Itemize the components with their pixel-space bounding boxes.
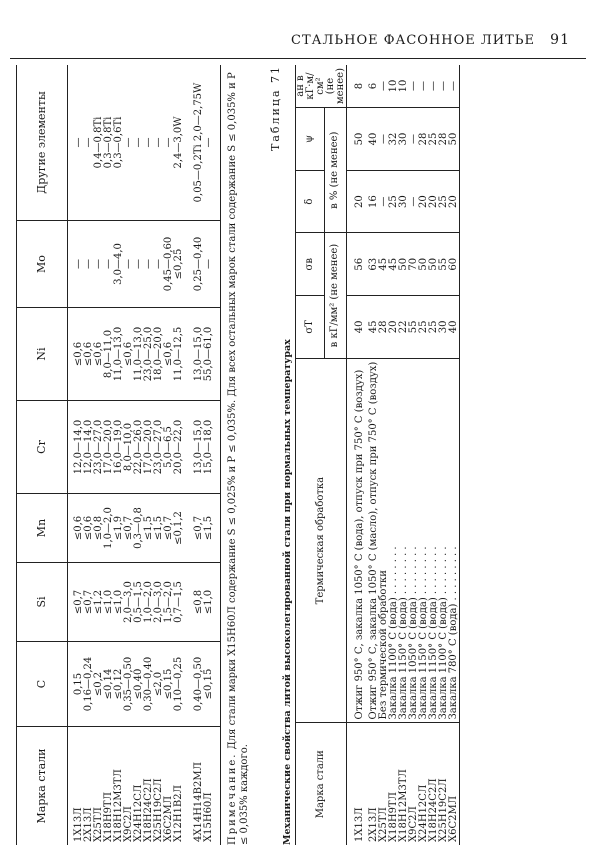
cell-value: 23,0—27,0 bbox=[153, 419, 164, 475]
cell-value: ≤0,6 bbox=[73, 341, 84, 367]
treatment-cell: Закалка 1150° С (вода) . . . . . . . . bbox=[429, 358, 439, 723]
impact-cell: — bbox=[379, 65, 389, 108]
cell-value: 0,10—0,25 bbox=[173, 656, 184, 712]
cell-value: 5,0—6,5 bbox=[163, 426, 174, 468]
table-note bbox=[227, 65, 251, 845]
ni-values-2 bbox=[190, 308, 221, 401]
delta-cell: 20 bbox=[347, 170, 366, 233]
table2-body bbox=[347, 65, 460, 845]
cell-value: 1,0—2,0 bbox=[103, 507, 114, 549]
other-values-2 bbox=[190, 65, 221, 221]
cell-value: ≤0,7 bbox=[73, 589, 84, 615]
note-text: Для стали марки Х15Н60Л содержание S ≤ 0,025% и P ≤ 0,035%. Для всех остальных марок стали содержание S ≤ 0,035% и P ≤ 0,035% каждого. bbox=[227, 72, 250, 845]
header-rule bbox=[10, 58, 586, 59]
cell-value: Х25ТЛ bbox=[93, 807, 104, 842]
grades-list-1 bbox=[68, 727, 191, 846]
cell-value: — bbox=[133, 137, 144, 148]
treatment-cell: Без термической обработки bbox=[379, 358, 389, 723]
cell-value: ≤0,1,2 bbox=[173, 511, 184, 545]
grades-list-2 bbox=[190, 727, 221, 846]
treatment-cell: Отжиг 950° С, закалка 1050° С (масло), отпуск при 750° С (воздух) bbox=[365, 358, 379, 723]
cell-value: ≤0,6 bbox=[163, 341, 174, 367]
cell-value: Х15Н60Л bbox=[203, 792, 214, 842]
col-cr: Cr bbox=[17, 401, 68, 494]
c-values-2 bbox=[190, 642, 221, 727]
cell-value: 1,5—2,0 bbox=[163, 581, 174, 623]
cell-value: — bbox=[143, 259, 154, 269]
table-row bbox=[347, 65, 366, 845]
cr-values-2 bbox=[190, 401, 221, 494]
cell-value: 0,05—0,2Ti 2,0—2,75W bbox=[193, 82, 204, 203]
mechanical-properties-table bbox=[295, 65, 460, 845]
cell-value: ≤0,7 bbox=[163, 515, 174, 541]
cr-values-1 bbox=[68, 401, 191, 494]
sigma-t-cell: 40 bbox=[449, 296, 460, 359]
mn-values-1 bbox=[68, 494, 191, 563]
cell-value: 0,45—0,60 bbox=[163, 236, 174, 292]
cell-value: 0,40—0,50 bbox=[193, 656, 204, 712]
rotated-content-frame bbox=[16, 65, 576, 845]
mn-values-2 bbox=[190, 494, 221, 563]
steel-grade-cell: Х25Н19С2Л bbox=[438, 778, 449, 842]
steel-composition-table bbox=[16, 65, 221, 845]
cell-value: 0,3—0,8 bbox=[133, 507, 144, 549]
cell-value: ≤0,6 bbox=[93, 341, 104, 367]
treatment-cell: Закалка 780° С (вода) . . . . . . . . . bbox=[449, 358, 460, 723]
cell-value: ≤0,7 bbox=[83, 589, 94, 615]
cell-value: — bbox=[203, 137, 214, 148]
steel-grade-cell: Х6С2МЛ bbox=[448, 795, 459, 842]
treatment-cell: Отжиг 950° С, закалка 1050° С (вода), отпуск при 750° С (воздух) bbox=[347, 358, 366, 723]
cell-value: 12,0—14,0 bbox=[83, 419, 94, 475]
sigma-v-cell: 70 bbox=[409, 233, 419, 296]
cell-value: ≤0,15 bbox=[203, 668, 214, 700]
cell-value: 22,0—26,0 bbox=[133, 419, 144, 475]
table-row bbox=[399, 65, 409, 845]
table-row bbox=[365, 65, 379, 845]
cell-value: 17,0—20,0 bbox=[103, 419, 114, 475]
cell-value: ≤0,25 bbox=[173, 248, 184, 280]
cell-value: 23,0—25,0 bbox=[143, 326, 154, 382]
cell-value: 55,0—61,0 bbox=[203, 326, 214, 382]
cell-value: — bbox=[133, 259, 144, 269]
delta-cell: — bbox=[379, 170, 389, 233]
sigma-t-cell: 28 bbox=[379, 296, 389, 359]
steel-grade-cell: Х18Н12М3ТЛ bbox=[398, 769, 409, 842]
cell-value: ≤0,6 bbox=[73, 515, 84, 541]
cell-value: 13,0—15,0 bbox=[193, 419, 204, 475]
delta-cell: 25 bbox=[439, 170, 449, 233]
sigma-v-cell: 63 bbox=[365, 233, 379, 296]
cell-value: 4Х14Н14В2МЛ bbox=[193, 762, 204, 842]
cell-value: ≤1,0 bbox=[103, 589, 114, 615]
cell-value: ≤0,6 bbox=[83, 341, 94, 367]
si-values-1 bbox=[68, 563, 191, 642]
cell-value: ≤2,0 bbox=[153, 671, 164, 697]
col-steel-grade: Марка стали bbox=[17, 727, 68, 846]
sigma-t-cell: 45 bbox=[365, 296, 379, 359]
cell-value: 0,4—0,8Ti bbox=[93, 116, 104, 169]
cell-value: 23,0—27,0 bbox=[93, 419, 104, 475]
cell-value: — bbox=[123, 137, 134, 148]
si-values-2 bbox=[190, 563, 221, 642]
impact-cell: 6 bbox=[365, 65, 379, 108]
cell-value: Х25Н19С2Л bbox=[153, 778, 164, 842]
delta-cell: 30 bbox=[399, 170, 409, 233]
col-delta: δ bbox=[296, 170, 325, 233]
cell-value: 1,0—2,0 bbox=[143, 581, 154, 623]
col-mn: Mn bbox=[17, 494, 68, 563]
sigma-v-cell: 50 bbox=[399, 233, 409, 296]
table-title: Механические свойства литой высоколегированной стали при нормальных температурах bbox=[282, 339, 293, 845]
steel-grade-cell: Х18Н24С2Л bbox=[428, 778, 439, 842]
cell-value: — bbox=[83, 137, 94, 148]
cell-value: 0,5—1,5 bbox=[133, 581, 144, 623]
table-row bbox=[409, 65, 419, 845]
table-row bbox=[429, 65, 439, 845]
table1-header-row bbox=[17, 65, 68, 845]
cell-value: 0,3—0,6Ti bbox=[113, 116, 124, 169]
col-other-elements: Другие элементы bbox=[17, 65, 68, 221]
delta-cell: 16 bbox=[365, 170, 379, 233]
sigma-v-cell: 50 bbox=[429, 233, 439, 296]
units-percent: в % (не менее) bbox=[324, 108, 346, 233]
psi-cell: 50 bbox=[449, 108, 460, 171]
cell-value: — bbox=[143, 137, 154, 148]
sigma-v-cell: 50 bbox=[419, 233, 429, 296]
table-row bbox=[449, 65, 460, 845]
col-ni: Ni bbox=[17, 308, 68, 401]
cell-value: ≤0,7 bbox=[123, 515, 134, 541]
sigma-t-cell: 25 bbox=[419, 296, 429, 359]
cell-value: Х24Н12СЛ bbox=[133, 784, 144, 842]
cell-value: — bbox=[123, 259, 134, 269]
mo-values-1 bbox=[68, 221, 191, 308]
table1-group1-row bbox=[68, 65, 191, 845]
cell-value: — bbox=[153, 137, 164, 148]
psi-cell: 28 bbox=[439, 108, 449, 171]
psi-cell: — bbox=[409, 108, 419, 171]
col-sigma-v: σв bbox=[296, 233, 325, 296]
cell-value: — bbox=[153, 259, 164, 269]
psi-cell: 30 bbox=[399, 108, 409, 171]
cell-value: Х18Н9ТЛ bbox=[103, 792, 114, 842]
delta-cell: — bbox=[409, 170, 419, 233]
col-heat-treatment: Термическая обработка bbox=[296, 358, 347, 723]
cell-value: 2Х13Л bbox=[83, 807, 94, 842]
delta-cell: 25 bbox=[389, 170, 399, 233]
running-title: СТАЛЬНОЕ ФАСОННОЕ ЛИТЬЕ bbox=[291, 33, 536, 48]
cell-value: ≤0,12 bbox=[113, 668, 124, 700]
steel-grade-cell: Х18Н9ТЛ bbox=[388, 792, 399, 842]
cell-value: ≤1,2 bbox=[93, 589, 104, 615]
sigma-v-cell: 60 bbox=[449, 233, 460, 296]
cell-value: 20,0—22,0 bbox=[173, 419, 184, 475]
impact-cell: — bbox=[439, 65, 449, 108]
other-values-1 bbox=[68, 65, 191, 221]
cell-value: Х18Н24С2Л bbox=[143, 778, 154, 842]
cell-value: ≤0,14 bbox=[103, 668, 114, 700]
impact-cell: 10 bbox=[399, 65, 409, 108]
steel-grade-cell: Х9С2Л bbox=[408, 806, 419, 842]
impact-cell: — bbox=[429, 65, 439, 108]
cell-value: ≤1,9 bbox=[113, 515, 124, 541]
cell-value: Х12Н1В2Л bbox=[173, 785, 184, 842]
treatment-cell: Закалка 1150° С (вода) . . . . . . . . bbox=[419, 358, 429, 723]
cell-value: 13,0—15,0 bbox=[193, 326, 204, 382]
sigma-v-cell: 45 bbox=[379, 233, 389, 296]
cell-value: Х9С2Л bbox=[123, 806, 134, 842]
cell-value: 0,30—0,40 bbox=[143, 656, 154, 712]
ni-values-1 bbox=[68, 308, 191, 401]
note-label: Примечание. bbox=[227, 752, 238, 845]
c-values-1 bbox=[68, 642, 191, 727]
impact-cell: — bbox=[449, 65, 460, 108]
cell-value: — bbox=[83, 259, 94, 269]
cell-value: 0,7—1,5 bbox=[173, 581, 184, 623]
psi-cell: — bbox=[379, 108, 389, 171]
table2-header-row-1 bbox=[296, 65, 325, 845]
steel-grade-cell: 2Х13Л bbox=[368, 807, 379, 842]
table1-group2-row bbox=[190, 65, 221, 845]
cell-value: ≤0,40 bbox=[133, 668, 144, 700]
sigma-t-cell: 40 bbox=[347, 296, 366, 359]
cell-value: 3,0—4,0 bbox=[113, 243, 124, 285]
cell-value: 18,0—20,0 bbox=[153, 326, 164, 382]
col-psi: ψ bbox=[296, 108, 325, 171]
treatment-cell: Закалка 1100° С (вода) . . . . . . . . bbox=[439, 358, 449, 723]
sigma-v-cell: 56 bbox=[347, 233, 366, 296]
cell-value: ≤0,8 bbox=[193, 589, 204, 615]
cell-value: 17,0—20,0 bbox=[143, 419, 154, 475]
steel-grade-cell: 1Х13Л bbox=[354, 807, 365, 842]
cell-value: 2,4—3,0W bbox=[173, 116, 184, 169]
cell-value: 16,0—19,0 bbox=[113, 419, 124, 475]
cell-value: 11,0—12,5 bbox=[173, 326, 184, 382]
impact-cell: 8 bbox=[347, 65, 366, 108]
sigma-t-cell: 25 bbox=[429, 296, 439, 359]
cell-value: ≤0,8 bbox=[93, 515, 104, 541]
treatment-cell: Закалка 1150° С (вода) . . . . . . . . bbox=[399, 358, 409, 723]
sigma-v-cell: 45 bbox=[389, 233, 399, 296]
cell-value: 0,35—0,50 bbox=[123, 656, 134, 712]
cell-value: ≤0,7 bbox=[193, 515, 204, 541]
col-steel-grade-2: Марка стали bbox=[296, 723, 347, 845]
sigma-t-cell: 55 bbox=[409, 296, 419, 359]
cell-value: ≤1,5 bbox=[143, 515, 154, 541]
delta-cell: 20 bbox=[449, 170, 460, 233]
cell-value: ≤0,6 bbox=[83, 515, 94, 541]
mo-values-2 bbox=[190, 221, 221, 308]
cell-value: ≤0,6 bbox=[123, 341, 134, 367]
cell-value: 0,3—0,8Ti bbox=[103, 116, 114, 169]
col-si: Si bbox=[17, 563, 68, 642]
psi-cell: 50 bbox=[347, 108, 366, 171]
rotated-content bbox=[16, 65, 576, 845]
cell-value: — bbox=[73, 137, 84, 148]
table-row bbox=[439, 65, 449, 845]
cell-value: Х6С2МЛ bbox=[163, 795, 174, 842]
sigma-v-cell: 55 bbox=[439, 233, 449, 296]
psi-cell: 40 bbox=[365, 108, 379, 171]
psi-cell: 28 bbox=[419, 108, 429, 171]
cell-value: 8,0—11,0 bbox=[103, 329, 114, 379]
sigma-t-cell: 20 bbox=[389, 296, 399, 359]
psi-cell: 25 bbox=[429, 108, 439, 171]
page-number: 91 bbox=[550, 32, 570, 48]
col-c: C bbox=[17, 642, 68, 727]
cell-value: 2,0—3,0 bbox=[153, 581, 164, 623]
cell-value: ≤1,0 bbox=[203, 589, 214, 615]
steel-grade-cell: Х24Н12СЛ bbox=[418, 784, 429, 842]
sigma-t-cell: 22 bbox=[399, 296, 409, 359]
table-row bbox=[379, 65, 389, 845]
cell-value: ≤1,5 bbox=[153, 515, 164, 541]
treatment-cell: Закалка 1100° С (вода) . . . . . . . . bbox=[389, 358, 399, 723]
cell-value: — bbox=[93, 259, 104, 269]
delta-cell: 20 bbox=[429, 170, 439, 233]
impact-cell: — bbox=[409, 65, 419, 108]
cell-value: — bbox=[163, 137, 174, 148]
steel-grade-cell: Х25ТЛ bbox=[378, 807, 389, 842]
sigma-t-cell: 30 bbox=[439, 296, 449, 359]
delta-cell: 20 bbox=[419, 170, 429, 233]
cell-value: 11,0—13,0 bbox=[113, 326, 124, 382]
cell-value: 0,25—0,40 bbox=[193, 236, 204, 292]
cell-value: 1Х13Л bbox=[73, 807, 84, 842]
page-header bbox=[291, 32, 570, 48]
cell-value: Х18Н12М3ТЛ bbox=[113, 769, 124, 842]
cell-value: — bbox=[203, 259, 214, 269]
table-row bbox=[389, 65, 399, 845]
cell-value: ≤0,15 bbox=[163, 668, 174, 700]
cell-value: — bbox=[73, 259, 84, 269]
cell-value: 0,15 bbox=[73, 672, 84, 696]
cell-value: 11,0—13,0 bbox=[133, 326, 144, 382]
cell-value: ≤1,0 bbox=[113, 589, 124, 615]
impact-cell: — bbox=[419, 65, 429, 108]
cell-value: 12,0—14,0 bbox=[73, 419, 84, 475]
table-caption: Таблица 71 bbox=[269, 65, 282, 151]
cell-value: ≤1,5 bbox=[203, 515, 214, 541]
col-mo: Mo bbox=[17, 221, 68, 308]
cell-value: 2,0—3,0 bbox=[123, 581, 134, 623]
units-strength: в кГ/мм² (не менее) bbox=[324, 233, 346, 358]
cell-value: ≤0,2 bbox=[93, 671, 104, 697]
impact-cell: 10 bbox=[389, 65, 399, 108]
col-sigma-t: σT bbox=[296, 296, 325, 359]
cell-value: 8,0—10,0 bbox=[123, 422, 134, 472]
treatment-cell: Закалка 1050° С (вода) . . . . . . . . bbox=[409, 358, 419, 723]
table-row bbox=[419, 65, 429, 845]
cell-value: 0,16—0,24 bbox=[83, 656, 94, 712]
cell-value: — bbox=[103, 259, 114, 269]
cell-value: 15,0—18,0 bbox=[203, 419, 214, 475]
col-impact-strength: aн в кГ·м/см² (не менее) bbox=[296, 65, 347, 108]
psi-cell: 32 bbox=[389, 108, 399, 171]
